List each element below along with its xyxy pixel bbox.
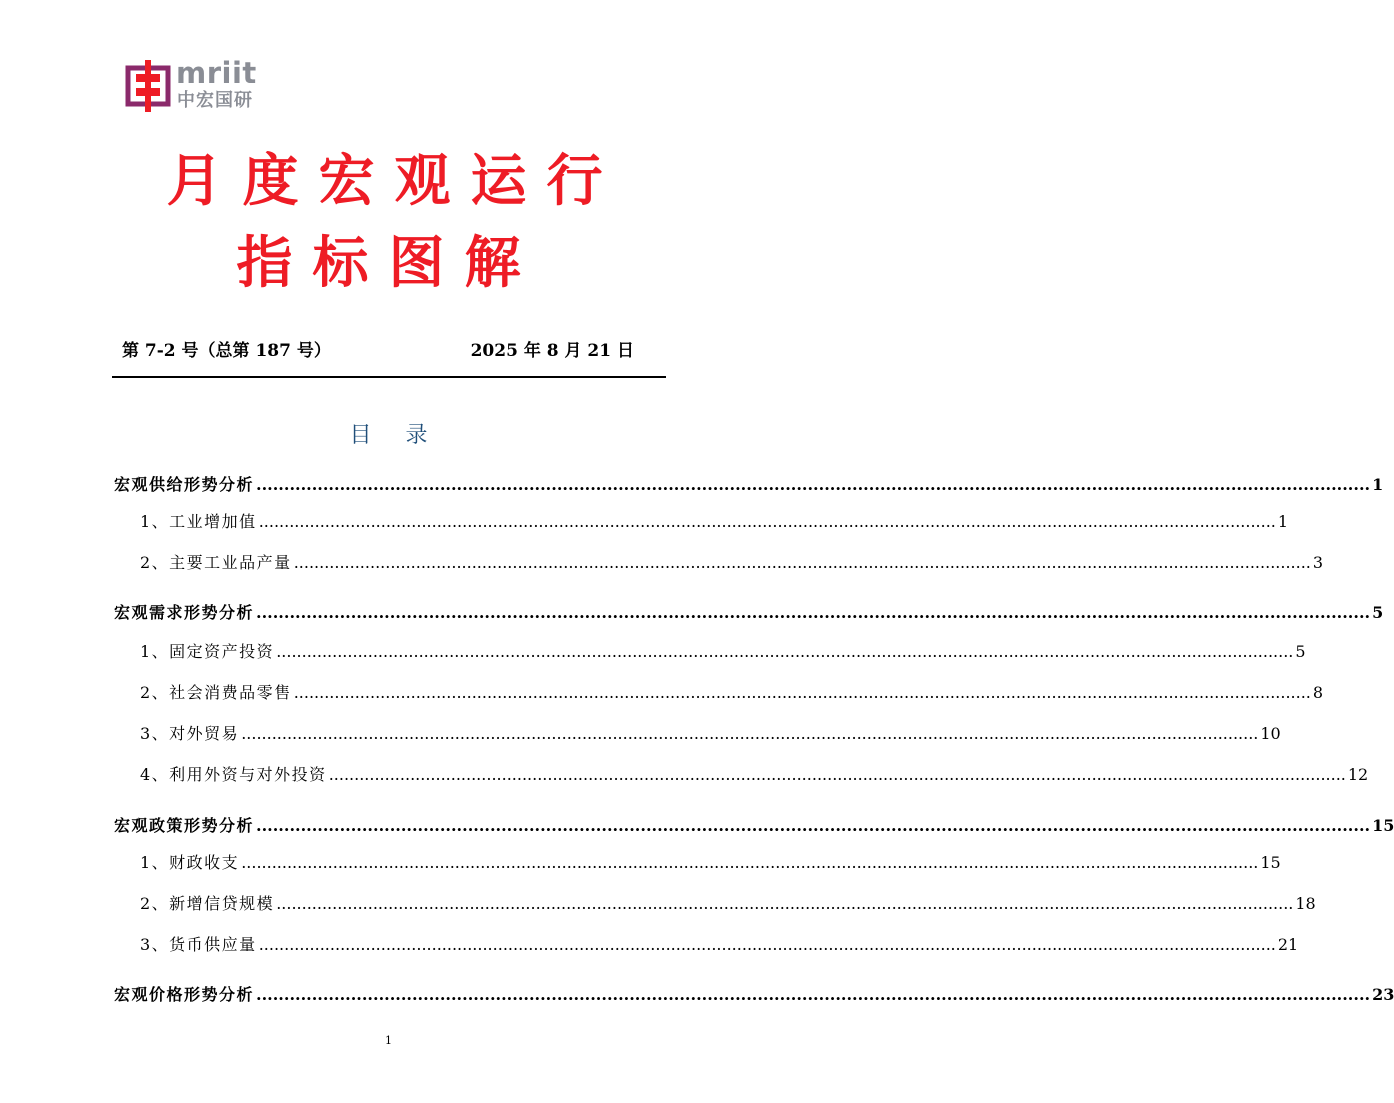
toc-subsection-entry[interactable] — [114, 678, 1324, 708]
page-number: 1 — [385, 1034, 392, 1047]
logo-brand-cn: 中宏国研 — [177, 90, 253, 111]
toc-subsection-entry[interactable] — [114, 889, 1316, 919]
toc-entry-page: 15 — [1260, 853, 1281, 872]
report-title-line-2: 指标图解 — [236, 231, 541, 296]
toc-dot-leader: ........................................................................................................................................................................................................ — [256, 985, 1371, 1004]
toc-dot-leader: ........................................................................................................................................................................................................ — [256, 603, 1371, 622]
toc-entry-label: 1、工业增加值 — [140, 512, 257, 531]
report-title-line-1: 月度宏观运行 — [166, 149, 623, 214]
toc-entry-label: 宏观需求形势分析 — [114, 603, 255, 622]
toc-entry-label: 3、对外贸易 — [140, 724, 240, 743]
toc-dot-leader: ........................................................................................................................................................................................................ — [258, 935, 1276, 954]
toc-subsection-entry[interactable] — [114, 848, 1281, 878]
toc-entry-page: 12 — [1347, 765, 1369, 784]
mriit-logo — [126, 56, 266, 114]
toc-dot-leader: ........................................................................................................................................................................................................ — [276, 894, 1294, 913]
toc-dot-leader: ........................................................................................................................................................................................................ — [241, 724, 1259, 743]
toc-entry-page: 10 — [1260, 724, 1281, 743]
toc-dot-leader: ........................................................................................................................................................................................................ — [328, 765, 1346, 784]
toc-dot-leader: ........................................................................................................................................................................................................ — [293, 553, 1311, 572]
toc-entry-page: 8 — [1312, 683, 1324, 702]
toc-dot-leader: ........................................................................................................................................................................................................ — [256, 475, 1371, 494]
toc-subsection-entry[interactable] — [114, 719, 1281, 749]
toc-entry-label: 2、新增信贷规模 — [140, 894, 275, 913]
issue-number: 第 7-2 号（总第 187 号） — [122, 341, 331, 361]
toc-entry-page: 5 — [1372, 603, 1384, 622]
toc-entry-page: 15 — [1372, 816, 1394, 835]
toc-dot-leader: ........................................................................................................................................................................................................ — [276, 642, 1294, 661]
header-divider — [112, 376, 666, 378]
toc-dot-leader: ........................................................................................................................................................................................................ — [258, 512, 1276, 531]
logo-brand-en: mriit — [176, 56, 257, 90]
toc-subsection-entry[interactable] — [114, 507, 1289, 537]
toc-subsection-entry[interactable] — [114, 548, 1324, 578]
toc-entry-label: 宏观政策形势分析 — [114, 816, 255, 835]
toc-entry-page: 1 — [1372, 475, 1384, 494]
issue-info — [114, 338, 666, 364]
toc-entry-label: 宏观供给形势分析 — [114, 475, 255, 494]
toc-section-entry[interactable] — [114, 598, 1384, 628]
toc-entry-page: 18 — [1295, 894, 1316, 913]
toc-entry-page: 3 — [1312, 553, 1324, 572]
mriit-logo-icon — [126, 60, 170, 112]
toc-subsection-entry[interactable] — [114, 930, 1299, 960]
toc-entry-label: 2、社会消费品零售 — [140, 683, 292, 702]
toc-dot-leader: ........................................................................................................................................................................................................ — [256, 816, 1371, 835]
toc-entry-label: 3、货币供应量 — [140, 935, 257, 954]
toc-subsection-entry[interactable] — [114, 637, 1306, 667]
toc-entry-label: 1、固定资产投资 — [140, 642, 275, 661]
toc-entry-page: 5 — [1295, 642, 1306, 661]
toc-section-entry[interactable] — [114, 470, 1384, 500]
toc-entry-label: 4、利用外资与对外投资 — [140, 765, 327, 784]
toc-dot-leader: ........................................................................................................................................................................................................ — [241, 853, 1259, 872]
toc-entry-page: 21 — [1277, 935, 1299, 954]
issue-date: 2025 年 8 月 21 日 — [470, 341, 634, 361]
toc-entry-page: 23 — [1372, 985, 1394, 1004]
toc-section-entry[interactable] — [114, 811, 1394, 841]
toc-entry-label: 宏观价格形势分析 — [114, 985, 255, 1004]
toc-section-entry[interactable] — [114, 980, 1394, 1010]
toc-entry-label: 2、主要工业品产量 — [140, 553, 292, 572]
toc-subsection-entry[interactable] — [114, 760, 1369, 790]
toc-entry-label: 1、财政收支 — [140, 853, 240, 872]
toc-heading: 目录 — [349, 423, 462, 448]
toc-entry-page: 1 — [1277, 512, 1289, 531]
toc-dot-leader: ........................................................................................................................................................................................................ — [293, 683, 1311, 702]
